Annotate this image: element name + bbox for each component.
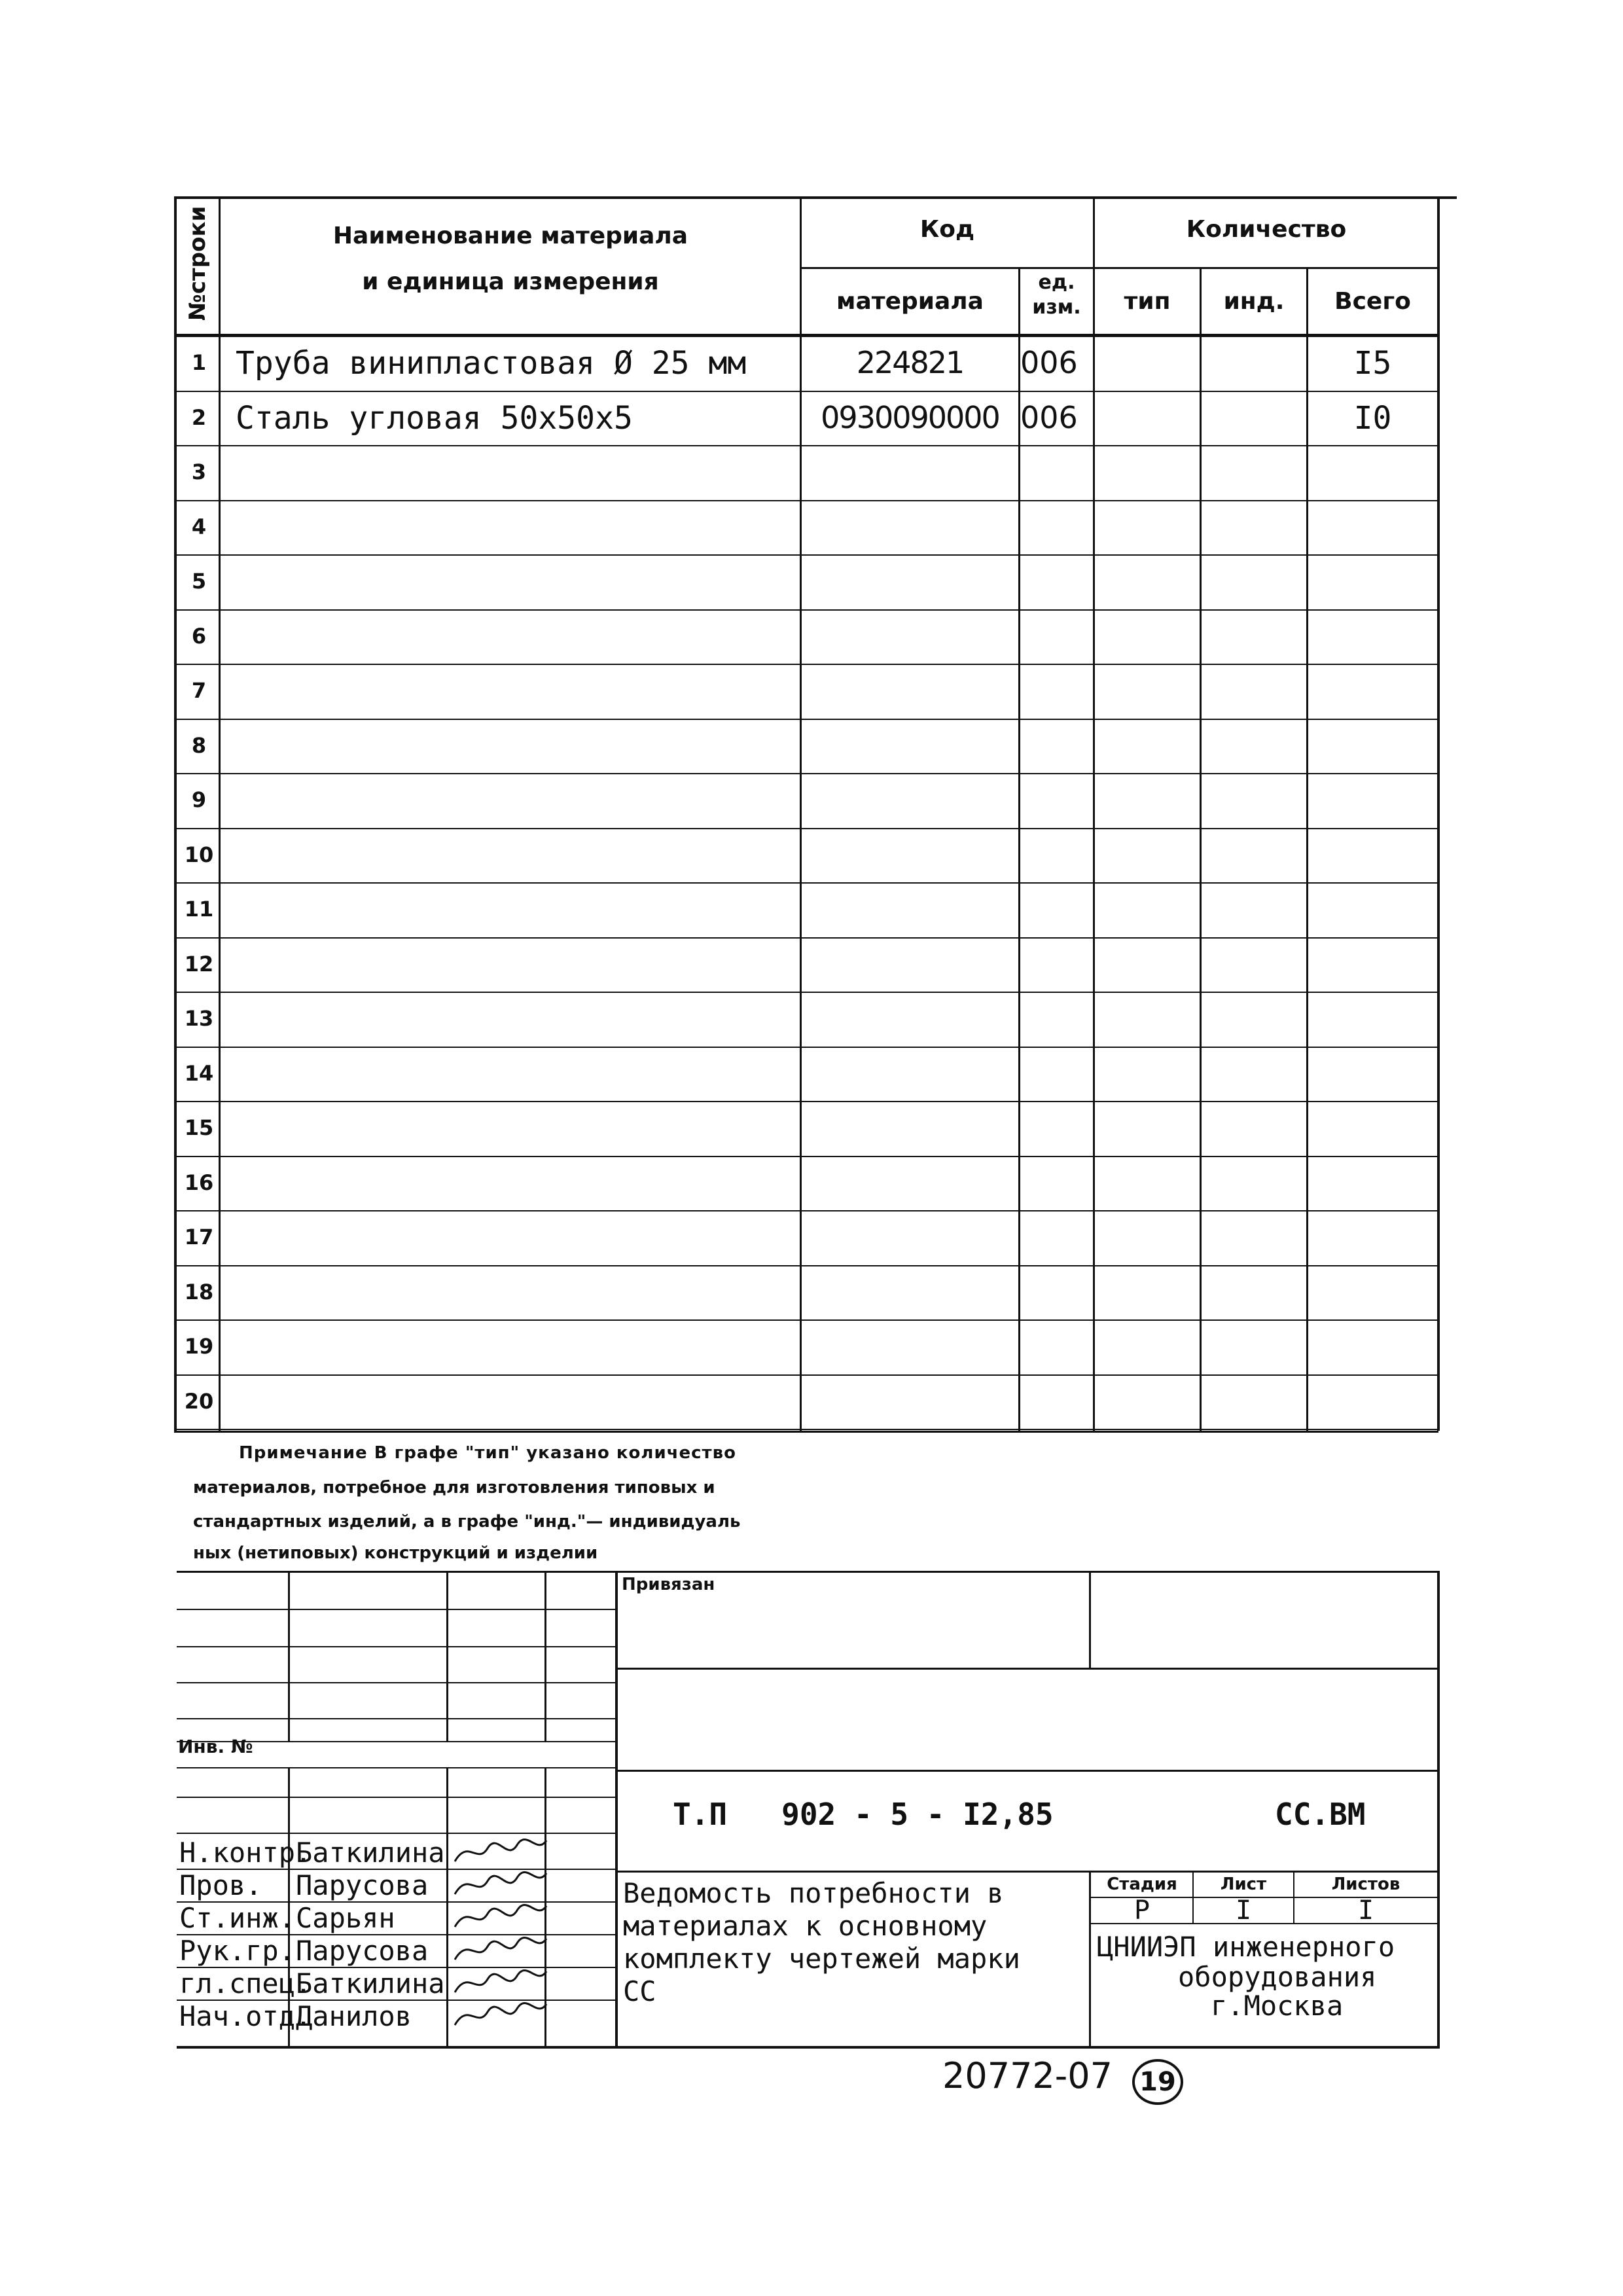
row-number-header: №строки: [185, 206, 211, 321]
row-number: 15: [184, 1115, 214, 1140]
row-number: 12: [184, 951, 214, 977]
row-number: 18: [184, 1279, 214, 1304]
row-number: 5: [191, 569, 207, 594]
staff-role: Ст.инж.: [179, 1902, 296, 1934]
cell-unit: 006: [1020, 345, 1078, 380]
footer-number: 20772-07: [942, 2055, 1113, 2096]
sheet-value: I: [1235, 1895, 1252, 1926]
row-number: 3: [191, 459, 207, 484]
row-number: 7: [191, 678, 207, 703]
document-code: Т.П 902 - 5 - I2,85: [673, 1797, 1054, 1832]
sheets-value: I: [1357, 1895, 1374, 1926]
row-number: 16: [184, 1170, 214, 1195]
signature-icon: [452, 1835, 550, 1868]
staff-name: Сарьян: [296, 1902, 395, 1934]
cell-name: Сталь угловая 50x50x5: [236, 399, 633, 437]
staff-name: Баткилина: [296, 1967, 445, 2000]
cell-total: I5: [1353, 345, 1392, 382]
signature-icon: [452, 1901, 550, 1933]
sheet-label: Лист: [1220, 1874, 1267, 1894]
stage-label: Стадия: [1107, 1874, 1177, 1894]
organization-line-2: оборудования: [1178, 1961, 1377, 1993]
note-line-1: Примечание В графе "тип" указано количество: [239, 1443, 736, 1463]
page-number-badge: 19: [1132, 2059, 1183, 2105]
signature-icon: [452, 1999, 550, 2032]
sheets-label: Листов: [1331, 1874, 1400, 1894]
staff-name: Баткилина: [296, 1837, 445, 1869]
organization-line-3: г.Москва: [1211, 1990, 1344, 2022]
staff-role: Нач.отд.: [179, 2000, 312, 2032]
stage-value: Р: [1133, 1895, 1150, 1926]
unit-header-line2: изм.: [1032, 296, 1081, 319]
staff-name: Парусова: [296, 1935, 429, 1967]
title-line-3: комплекту чертежей марки: [623, 1943, 1020, 1975]
row-number: 13: [184, 1006, 214, 1031]
note-line-4: ных (нетиповых) конструкций и изделии: [193, 1543, 598, 1563]
staff-name: Парусова: [296, 1869, 429, 1901]
row-number: 6: [191, 623, 207, 649]
name-header-line2: и единица измерения: [362, 268, 659, 295]
bound-label: Привязан: [622, 1575, 715, 1594]
code-header: Код: [919, 216, 975, 243]
note-line-3: стандартных изделий, а в графе "инд."— индивидуаль: [193, 1512, 741, 1532]
row-number: 17: [184, 1225, 214, 1249]
row-number: 20: [184, 1388, 214, 1414]
cell-code: 224821: [856, 345, 964, 380]
signature-icon: [452, 1933, 550, 1966]
quantity-header: Количество: [1186, 216, 1347, 243]
cell-code: 0930090000: [821, 399, 999, 435]
signature-icon: [452, 1868, 550, 1901]
unit-header-line1: ед.: [1038, 271, 1075, 294]
title-line-2: материалах к основному: [623, 1910, 988, 1942]
document-mark: СС.ВМ: [1275, 1797, 1366, 1832]
total-header: Всего: [1334, 288, 1411, 315]
staff-role: Пров.: [179, 1869, 262, 1901]
ind-header: инд.: [1223, 288, 1285, 315]
row-number: 2: [191, 404, 207, 430]
title-line-4: СС: [623, 1975, 656, 2007]
row-number: 8: [191, 732, 207, 758]
cell-name: Труба винипластовая Ø 25 мм: [236, 345, 747, 382]
staff-role: Н.контр.: [179, 1837, 312, 1869]
row-number: 4: [191, 514, 207, 539]
title-line-1: Ведомость потребности в: [623, 1877, 1004, 1909]
organization-line-1: ЦНИИЭП инженерного: [1097, 1931, 1395, 1963]
cell-unit: 006: [1020, 399, 1078, 435]
row-number: 11: [184, 897, 214, 922]
row-number: 19: [184, 1334, 214, 1359]
name-header-line1: Наименование материала: [332, 223, 688, 249]
inventory-number-label: Инв. №: [178, 1736, 253, 1757]
staff-role: Рук.гр.: [179, 1935, 296, 1967]
note-line-2: материалов, потребное для изготовления типовых и: [193, 1478, 715, 1498]
cell-total: I0: [1353, 399, 1392, 437]
signature-icon: [452, 1966, 550, 1999]
row-number: 9: [191, 787, 207, 812]
material-code-header: материала: [836, 288, 984, 315]
staff-name: Данилов: [296, 2000, 412, 2032]
row-number: 10: [184, 842, 214, 867]
row-number: 1: [191, 350, 207, 375]
type-header: тип: [1124, 288, 1171, 315]
row-number: 14: [184, 1060, 214, 1086]
staff-role: гл.спец.: [179, 1967, 312, 2000]
